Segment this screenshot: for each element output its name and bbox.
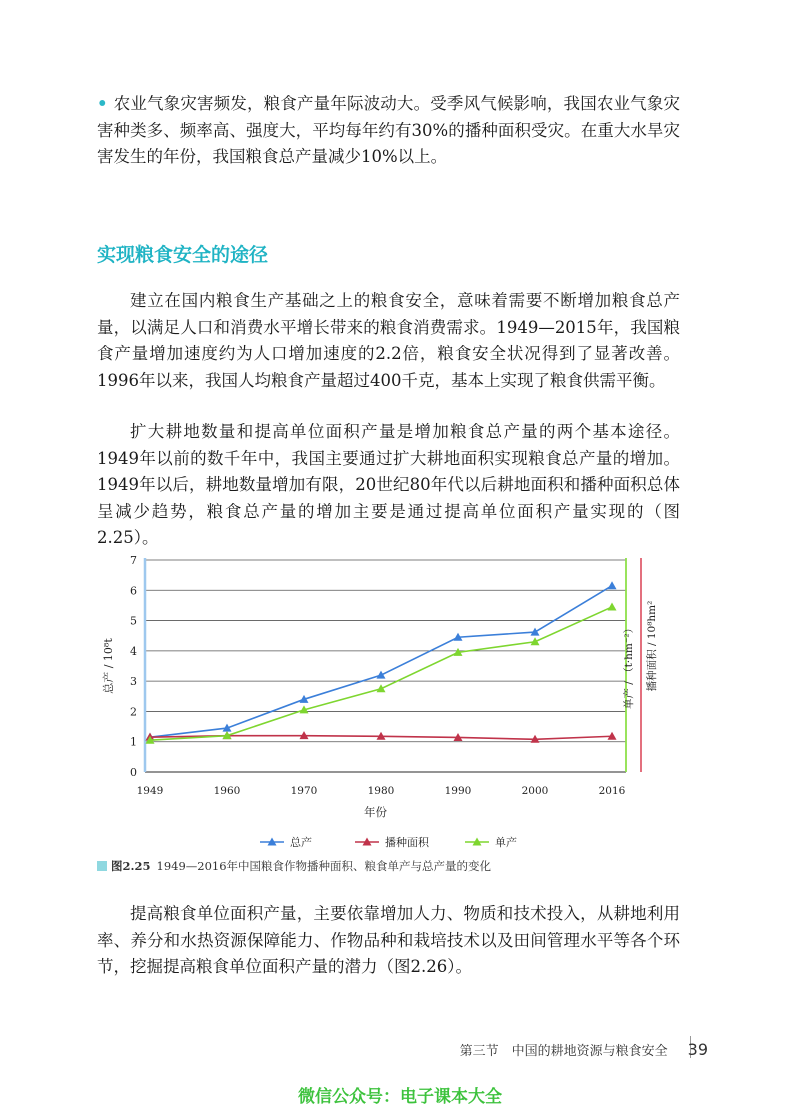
y-axis-title-left: 总产 / 10⁸t: [102, 638, 115, 694]
x-tick-label-1970: 1970: [290, 785, 318, 797]
series-0-point-2016: [608, 581, 617, 589]
x-tick-label-1960: 1960: [213, 785, 241, 797]
y-tick-label-0: 0: [130, 766, 137, 779]
x-tick-label-1980: 1980: [367, 785, 395, 797]
caption-marker-icon: [97, 861, 107, 871]
legend-label-2: 单产: [495, 836, 517, 849]
y-tick-label-6: 6: [130, 584, 137, 598]
y-tick-label-2: 2: [130, 705, 137, 719]
page-number: 39: [687, 1040, 708, 1059]
paragraph-weather-disasters: [97, 91, 680, 171]
x-tick-label-2016: 2016: [598, 785, 626, 797]
series-2-point-2000: [531, 637, 540, 645]
series-line-0: [150, 586, 612, 737]
y-tick-label-3: 3: [130, 675, 137, 689]
legend-label-1: 播种面积: [385, 836, 429, 849]
x-axis-title: 年份: [364, 805, 387, 819]
paragraph-weather-text: 农业气象灾害频发，粮食产量年际波动大。受季风气候影响，我国农业气象灾害种类多、频率高、强度大，平均每年约有30%的播种面积受灾。在重大水旱灾害发生的年份，我国粮食总产量减少10%以上。: [97, 94, 680, 166]
y-tick-label-7: 7: [130, 554, 137, 567]
y-tick-label-4: 4: [130, 644, 137, 658]
bullet-icon: •: [97, 94, 108, 113]
caption-text: 1949—2016年中国粮食作物播种面积、粮食单产与总产量的变化: [156, 859, 492, 873]
x-tick-label-2000: 2000: [521, 785, 549, 797]
x-tick-label-1990: 1990: [444, 785, 472, 797]
legend-label-0: 总产: [290, 836, 312, 849]
footer-section-title: 第三节 中国的耕地资源与粮食安全: [459, 1044, 668, 1059]
series-2-point-1980: [377, 684, 386, 692]
series-0-point-1980: [377, 671, 386, 679]
line-chart: [90, 545, 670, 851]
caption-label: 图2.25: [111, 859, 151, 873]
watermark-text: 微信公众号：电子课本大全: [298, 1087, 502, 1107]
section-heading: 实现粮食安全的途径: [97, 244, 269, 266]
y-tick-label-1: 1: [130, 735, 137, 749]
x-tick-label-1949: 1949: [136, 785, 164, 797]
paragraph-expand-farmland: 扩大耕地数量和提高单位面积产量是增加粮食总产量的两个基本途径。1949年以前的数千年中，我国主要通过扩大耕地面积实现粮食总产量的增加。1949年以后，耕地数量增加有限，20世纪80年代以后耕地面积和播种面积总体呈减少趋势，粮食总产量的增加主要是通过提高单位面积产量实现的（图2.25）。: [97, 422, 680, 547]
figure-caption: [97, 858, 491, 874]
series-2-point-2016: [608, 602, 617, 610]
paragraph-food-security: 建立在国内粮食生产基础之上的粮食安全，意味着需要不断增加粮食总产量，以满足人口和消费水平增长带来的粮食消费需求。1949—2015年，我国粮食产量增加速度约为人口增加速度的2.2倍，粮食安全状况得到了显著改善。1996年以来，我国人均粮食产量超过400千克，基本上实现了粮食供需平衡。: [97, 291, 680, 390]
y-axis-title-right-area: 播种面积 / 10⁸hm²: [646, 600, 658, 692]
y-tick-label-5: 5: [130, 614, 137, 628]
page-footer: [460, 1040, 708, 1059]
paragraph-yield-improvement: 提高粮食单位面积产量，主要依靠增加人力、物质和技术投入，从耕地利用率、养分和水热资源保障能力、作物品种和栽培技术以及田间管理水平等各个环节，挖掘提高粮食单位面积产量的潜力（图2.26）。: [97, 904, 680, 976]
y-axis-title-right-yield: 单产 / （t·hm⁻²）: [623, 622, 635, 710]
